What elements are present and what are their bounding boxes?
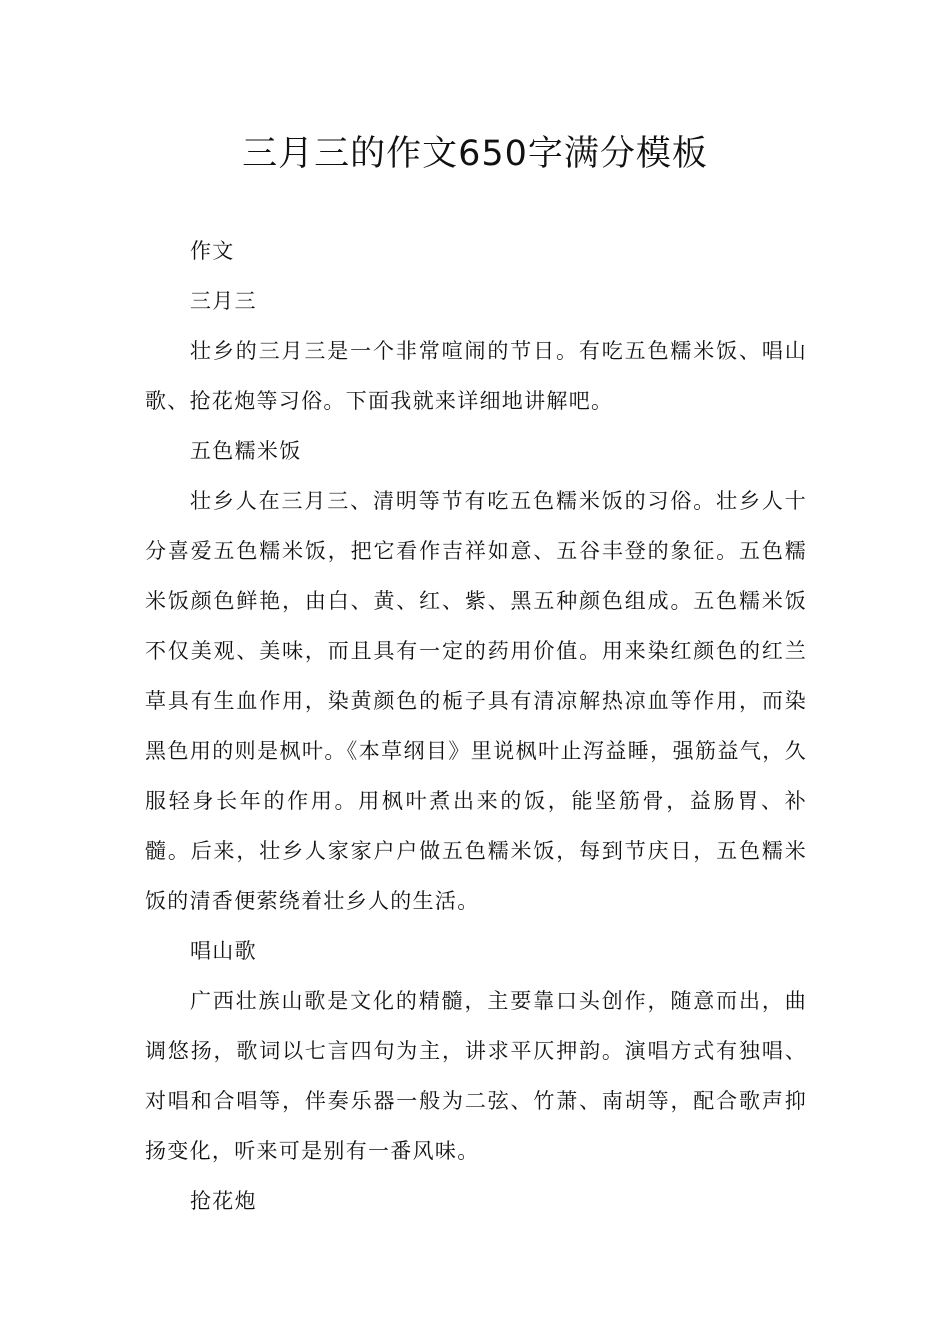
section-heading-firecracker: 抢花炮 bbox=[190, 1189, 257, 1213]
section-heading-wuse-rice: 五色糯米饭 bbox=[190, 439, 302, 463]
paragraph-wuse-rice: 壮乡人在三月三、清明等节有吃五色糯米饭的习俗。壮乡人十分喜爱五色糯米饭，把它看作吉祥如意、五谷丰登的象征。五色糯米饭颜色鲜艳，由白、黄、红、紫、黑五种颜色组成。五色糯米饭不仅美观、美味，而且具有一定的药用价值。用来染红颜色的红兰草具有生血作用，染黄颜色的栀子具有清凉解热凉血等作用，而染黑色用的则是枫叶。《本草纲目》里说枫叶止泻益睡，强筋益气，久服轻身长年的作用。用枫叶煮出来的饭，能坚筋骨，益肠胃、补髓。后来，壮乡人家家户户做五色糯米饭，每到节庆日，五色糯米饭的清香便萦绕着壮乡人的生活。 bbox=[145, 489, 807, 913]
paragraph-intro: 壮乡的三月三是一个非常喧闹的节日。有吃五色糯米饭、唱山歌、抢花炮等习俗。下面我就来详细地讲解吧。 bbox=[145, 339, 807, 413]
paragraph-folk-songs: 广西壮族山歌是文化的精髓，主要靠口头创作，随意而出，曲调悠扬，歌词以七言四句为主，讲求平仄押韵。演唱方式有独唱、对唱和合唱等，伴奏乐器一般为二弦、竹萧、南胡等，配合歌声抑扬变化，听来可是别有一番风味。 bbox=[145, 989, 807, 1163]
paragraph-heading-zuowen: 作文 bbox=[190, 239, 235, 263]
paragraph-heading-sanyuesan: 三月三 bbox=[190, 289, 257, 313]
section-heading-folk-songs: 唱山歌 bbox=[190, 939, 257, 963]
document-body bbox=[145, 226, 807, 1226]
document-title: 三月三的作文650字满分模板 bbox=[242, 134, 708, 174]
